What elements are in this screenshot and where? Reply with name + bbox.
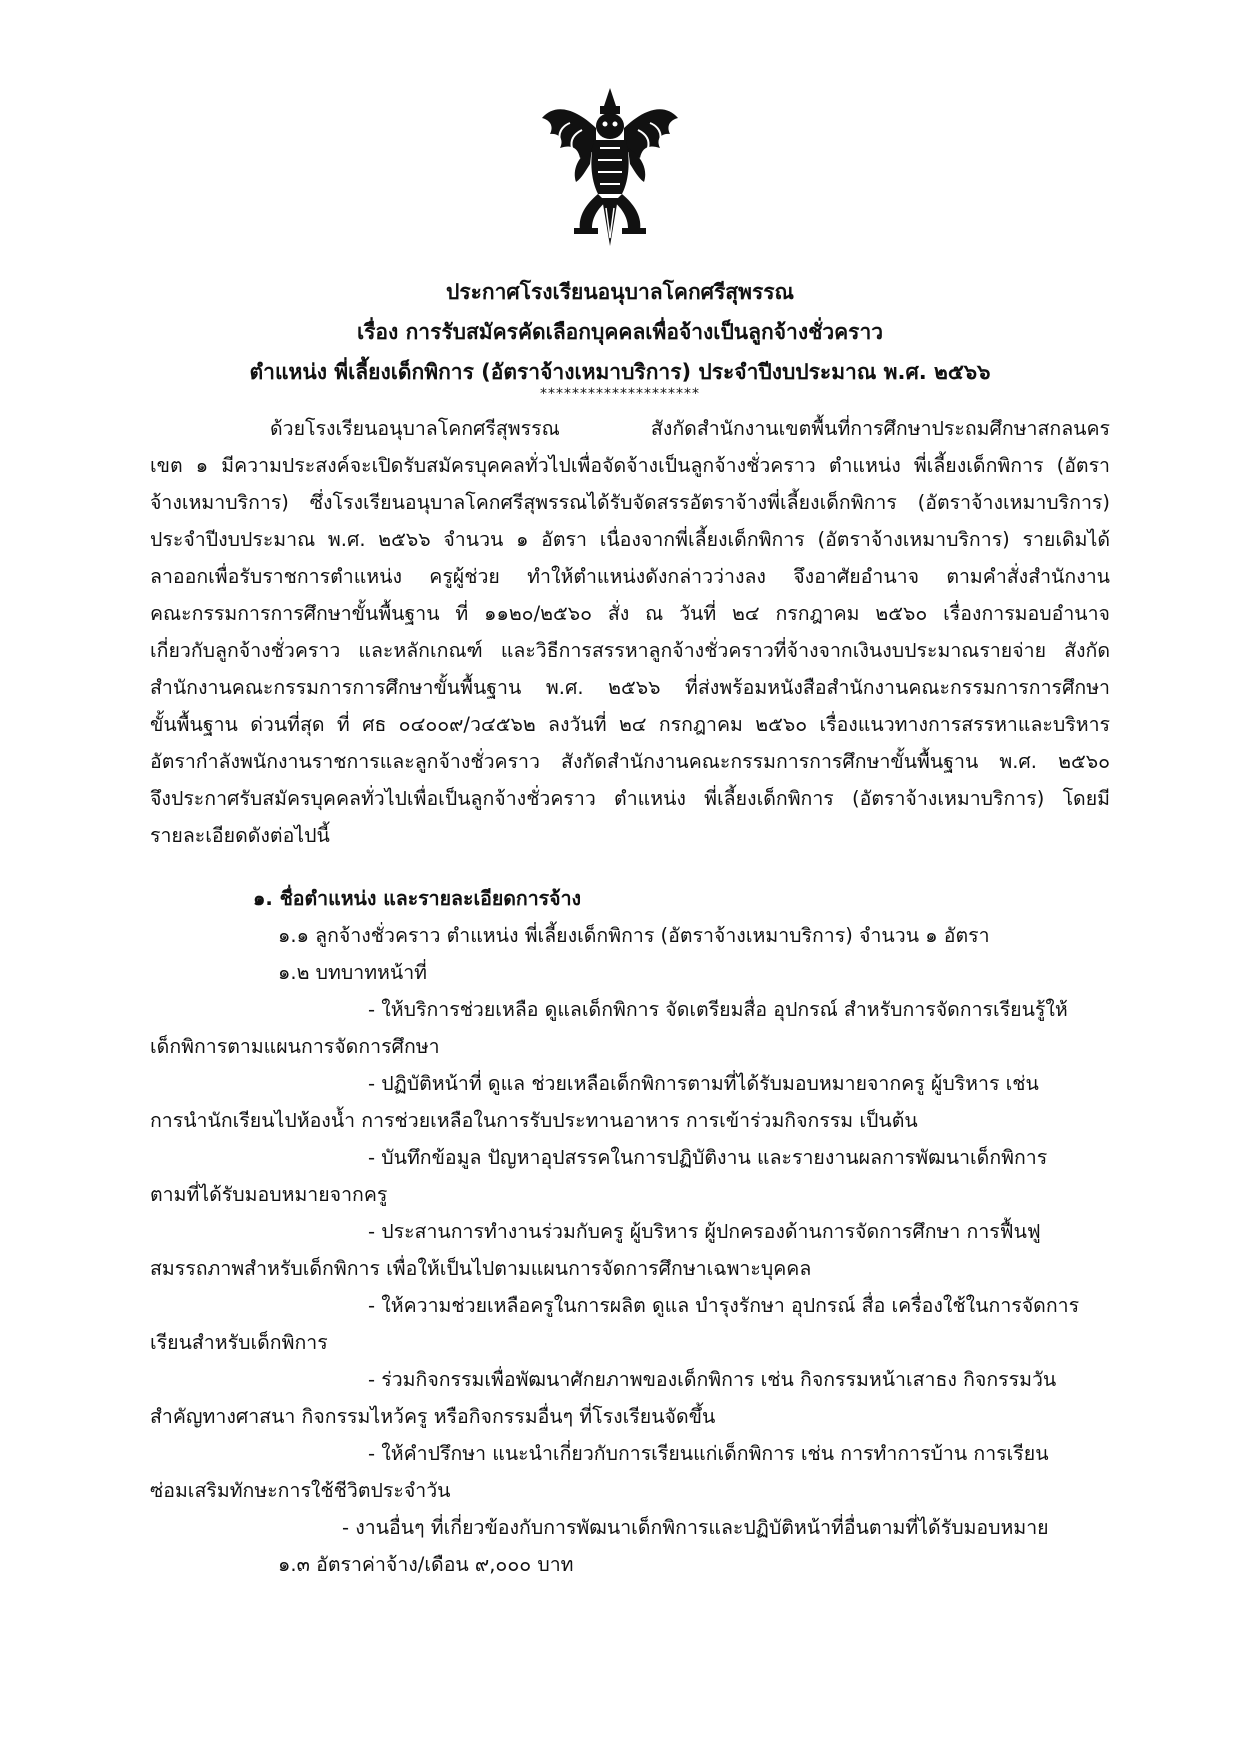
paragraph-line: จ้างเหมาบริการ) ซึ่งโรงเรียนอนุบาลโคกศรีสุพรรณได้รับจัดสรรอัตราจ้างพี่เลี้ยงเด็กพิการ (อัตราจ้างเหมาบริการ): [150, 491, 1110, 514]
duty-item-continuation: สมรรถภาพสำหรับเด็กพิการ เพื่อให้เป็นไปตามแผนการจัดการศึกษาเฉพาะบุคคล: [150, 1257, 812, 1280]
paragraph-line: ลาออกเพื่อรับราชการตำแหน่ง ครูผู้ช่วย ทำให้ตำแหน่งดังกล่าวว่างลง จึงอาศัยอำนาจ ตามคำสั่งสำนักงาน: [150, 565, 1110, 588]
duty-item-last: - งานอื่นๆ ที่เกี่ยวข้องกับการพัฒนาเด็กพิการและปฏิบัติหน้าที่อื่นตามที่ได้รับมอบหมาย: [342, 1516, 1049, 1539]
duty-item-continuation: สำคัญทางศาสนา กิจกรรมไหว้ครู หรือกิจกรรมอื่นๆ ที่โรงเรียนจัดขึ้น: [150, 1405, 716, 1428]
paragraph-line: คณะกรรมการการศึกษาขั้นพื้นฐาน ที่ ๑๑๒๐/๒๕๖๐ สั่ง ณ วันที่ ๒๔ กรกฎาคม ๒๕๖๐ เรื่องการมอบอำนาจ: [150, 602, 1110, 625]
paragraph-line: ประจำปีงบประมาณ พ.ศ. ๒๕๖๖ จำนวน ๑ อัตรา เนื่องจากพี่เลี้ยงเด็กพิการ (อัตราจ้างเหมาบริการ) รายเดิมได้: [150, 528, 1110, 551]
duty-item: - ปฏิบัติหน้าที่ ดูแล ช่วยเหลือเด็กพิการตามที่ได้รับมอบหมายจากครู ผู้บริหาร เช่น: [368, 1072, 1039, 1095]
item-1-1: ๑.๑ ลูกจ้างชั่วคราว ตำแหน่ง พี่เลี้ยงเด็กพิการ (อัตราจ้างเหมาบริการ) จำนวน ๑ อัตรา: [278, 924, 990, 947]
announcement-title: ประกาศโรงเรียนอนุบาลโคกศรีสุพรรณ: [446, 280, 794, 304]
duty-item: - ให้บริการช่วยเหลือ ดูแลเด็กพิการ จัดเตรียมสื่อ อุปกรณ์ สำหรับการจัดการเรียนรู้ให้: [368, 998, 1068, 1021]
duty-item-continuation: ซ่อมเสริมทักษะการใช้ชีวิตประจำวัน: [150, 1479, 451, 1502]
item-1-2: ๑.๒ บทบาทหน้าที่: [278, 961, 428, 984]
paragraph-line: สำนักงานคณะกรรมการการศึกษาขั้นพื้นฐาน พ.ศ. ๒๕๖๖ ที่ส่งพร้อมหนังสือสำนักงานคณะกรรมการการศึกษา: [150, 676, 1110, 699]
section-position-details: [150, 880, 1110, 1583]
section-heading: ๑. ชื่อตำแหน่ง และรายละเอียดการจ้าง: [253, 887, 582, 910]
paragraph-line: อัตรากำลังพนักงานราชการและลูกจ้างชั่วคราว สังกัดสำนักงานคณะกรรมการการศึกษาขั้นพื้นฐาน พ.ศ. ๒๕๖๐: [150, 750, 1110, 773]
duty-item-continuation: การนำนักเรียนไปห้องน้ำ การช่วยเหลือในการรับประทานอาหาร การเข้าร่วมกิจกรรม เป็นต้น: [150, 1109, 918, 1132]
intro-paragraph: [150, 410, 1110, 854]
duty-item: - ประสานการทำงานร่วมกับครู ผู้บริหาร ผู้ปกครองด้านการจัดการศึกษา การฟื้นฟู: [368, 1220, 1041, 1243]
duty-item: - บันทึกข้อมูล ปัญหาอุปสรรคในการปฏิบัติงาน และรายงานผลการพัฒนาเด็กพิการ: [368, 1146, 1048, 1169]
paragraph-line: รายละเอียดดังต่อไปนี้: [150, 824, 330, 847]
duty-item-continuation: เรียนสำหรับเด็กพิการ: [150, 1331, 328, 1354]
announcement-subject: เรื่อง การรับสมัครคัดเลือกบุคคลเพื่อจ้างเป็นลูกจ้างชั่วคราว: [356, 320, 884, 344]
paragraph-line: เขต ๑ มีความประสงค์จะเปิดรับสมัครบุคคลทั่วไปเพื่อจัดจ้างเป็นลูกจ้างชั่วคราว ตำแหน่ง พี่เลี้ยงเด็กพิการ (อัตรา: [150, 454, 1110, 477]
announcement-position: ตำแหน่ง พี่เลี้ยงเด็กพิการ (อัตราจ้างเหมาบริการ) ประจำปีงบประมาณ พ.ศ. ๒๕๖๖: [249, 360, 991, 384]
garuda-emblem-icon: [520, 78, 700, 258]
duty-item-continuation: เด็กพิการตามแผนการจัดการศึกษา: [150, 1035, 440, 1058]
duty-item: - ให้คำปรึกษา แนะนำเกี่ยวกับการเรียนแก่เด็กพิการ เช่น การทำการบ้าน การเรียน: [368, 1442, 1049, 1465]
item-1-3: ๑.๓ อัตราค่าจ้าง/เดือน ๙,๐๐๐ บาท: [278, 1553, 574, 1576]
paragraph-line: จึงประกาศรับสมัครบุคคลทั่วไปเพื่อเป็นลูกจ้างชั่วคราว ตำแหน่ง พี่เลี้ยงเด็กพิการ (อัตราจ้างเหมาบริการ) โดยมี: [150, 787, 1110, 810]
duty-item: - ร่วมกิจกรรมเพื่อพัฒนาศักยภาพของเด็กพิการ เช่น กิจกรรมหน้าเสาธง กิจกรรมวัน: [368, 1368, 1057, 1391]
paragraph-line: เกี่ยวกับลูกจ้างชั่วคราว และหลักเกณฑ์ และวิธีการสรรหาลูกจ้างชั่วคราวที่จ้างจากเงินงบประมาณรายจ่าย สังกัด: [150, 639, 1110, 662]
duty-item: - ให้ความช่วยเหลือครูในการผลิต ดูแล บำรุงรักษา อุปกรณ์ สื่อ เครื่องใช้ในการจัดการ: [368, 1294, 1080, 1317]
paragraph-line: ด้วยโรงเรียนอนุบาลโคกศรีสุพรรณ สังกัดสำนักงานเขตพื้นที่การศึกษาประถมศึกษาสกลนคร: [270, 417, 1110, 440]
title-separator: ********************: [540, 386, 700, 402]
paragraph-line: ขั้นพื้นฐาน ด่วนที่สุด ที่ ศธ ๐๔๐๐๙/ว๔๕๖๒ ลงวันที่ ๒๔ กรกฎาคม ๒๕๖๐ เรื่องแนวทางการสรรหาและบริหาร: [150, 713, 1110, 736]
duty-item-continuation: ตามที่ได้รับมอบหมายจากครู: [150, 1183, 388, 1206]
